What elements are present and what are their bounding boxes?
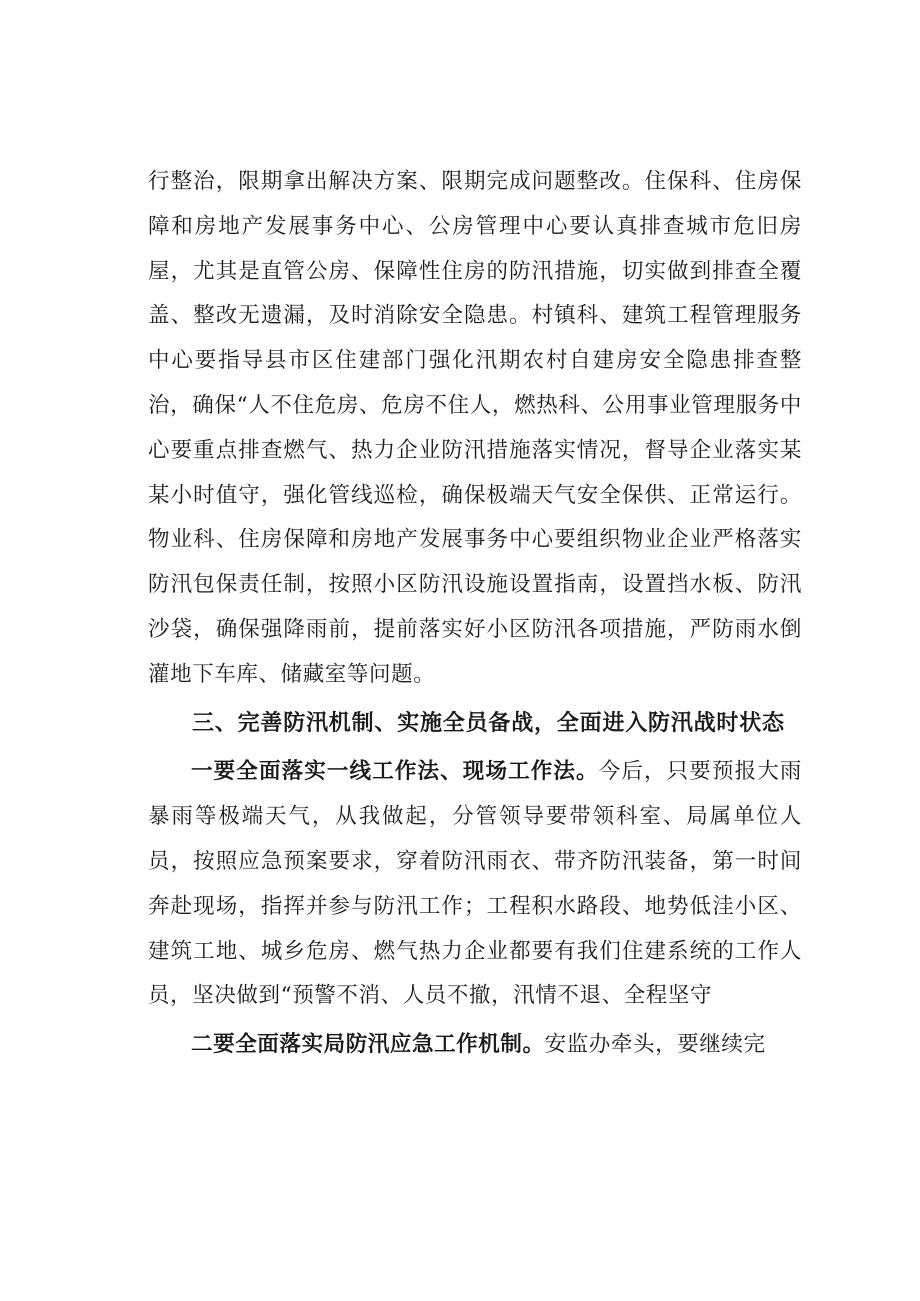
section-heading: 三、完善防汛机制、实施全员备战，全面进入防汛战时状态	[192, 710, 785, 736]
item-body-2: 安监办牵头，要继续完	[544, 1032, 766, 1058]
item-paragraph-2	[148, 1023, 802, 1068]
item-lead-1: 一要全面落实一线工作法、现场工作法。	[191, 759, 599, 785]
document-body	[148, 160, 802, 1068]
item-lead-2: 二要全面落实局防汛应急工作机制。	[191, 1032, 545, 1058]
item-body-1: 今后，只要预报大雨暴雨等极端天气，从我做起，分管领导要带领科室、局属单位人员，按照应急预案要求，穿着防汛雨衣、带齐防汛装备，第一时间奔赴现场，指挥并参与防汛工作；工程积水路段、地势低洼小区、建筑工地、城乡危房、燃气热力企业都要有我们住建系统的工作人员，坚决做到“预警不消、人员不撤，汛情不退、全程坚守	[148, 759, 802, 1009]
item-paragraph-1	[148, 750, 802, 1019]
body-paragraph: 行整治，限期拿出解决方案、限期完成问题整改。住保科、住房保障和房地产发展事务中心、公房管理中心要认真排查城市危旧房屋，尤其是直管公房、保障性住房的防汛措施，切实做到排查全覆盖、整改无遗漏，及时消除安全隐患。村镇科、建筑工程管理服务中心要指导县市区住建部门强化汛期农村自建房安全隐患排查整治，确保“人不住危房、危房不住人，燃热科、公用事业管理服务中心要重点排查燃气、热力企业防汛措施落实情况，督导企业落实某某小时值守，强化管线巡检，确保极端天气安全保供、正常运行。物业科、住房保障和房地产发展事务中心要组织物业企业严格落实防汛包保责任制，按照小区防汛设施设置指南，设置挡水板、防汛沙袋，确保强降雨前，提前落实好小区防汛各项措施，严防雨水倒灌地下车库、储藏室等问题。	[148, 169, 802, 687]
